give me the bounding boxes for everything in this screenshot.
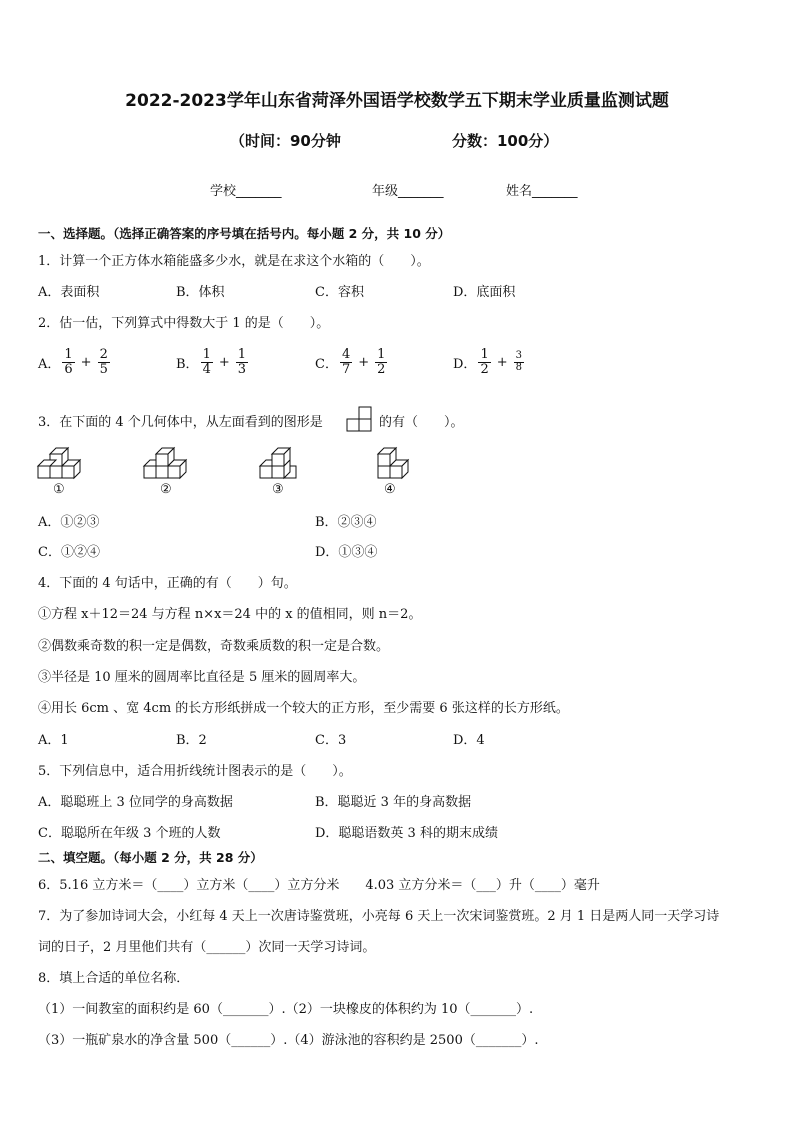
fraction xyxy=(236,348,248,376)
denominator: 8 xyxy=(515,361,522,373)
denominator: 2 xyxy=(377,361,386,377)
solid-figure-4-icon xyxy=(372,444,428,480)
denominator: 2 xyxy=(480,361,489,377)
q4-option-a: A．1 xyxy=(38,733,69,748)
denominator: 5 xyxy=(99,361,108,377)
numerator: 1 xyxy=(237,347,247,362)
q5-option-a: A．聪聪班上 3 位同学的身高数据 xyxy=(38,795,233,810)
fraction xyxy=(340,348,352,376)
q4-statement-2: ②偶数乘奇数的积一定是偶数，奇数乘质数的积一定是合数。 xyxy=(38,639,390,654)
name-field: 姓名_______ xyxy=(506,184,578,199)
plus-sign: + xyxy=(358,354,370,370)
plus-sign: + xyxy=(80,354,92,370)
q7-line-1: 7．为了参加诗词大会，小红每 4 天上一次唐诗鉴赏班，小亮每 6 天上一次宋词鉴赏班。2 月 1 日是两人同一天学习诗 xyxy=(38,909,720,924)
left-view-shape-icon xyxy=(345,406,373,432)
solid-figure-3-icon xyxy=(258,444,314,480)
denominator: 3 xyxy=(237,361,247,377)
q4-option-d: D．4 xyxy=(453,733,485,748)
q5-stem: 5．下列信息中，适合用折线统计图表示的是（ ）。 xyxy=(38,764,352,779)
exam-score: 分数：100分） xyxy=(452,132,559,150)
q4-stem: 4．下面的 4 句话中，正确的有（ ）句。 xyxy=(38,576,297,591)
numerator: 1 xyxy=(377,347,386,362)
q2-option-label: B． xyxy=(176,356,199,372)
q2-option-b xyxy=(176,348,250,376)
fraction xyxy=(62,348,74,376)
solid-figure-1-icon xyxy=(36,444,92,480)
q2-option-c xyxy=(315,348,389,376)
q8-line-2: （3）一瓶矿泉水的净含量 500（______）.（4）游泳池的容积约是 2500（_______）. xyxy=(38,1033,539,1048)
denominator: 7 xyxy=(341,361,351,377)
q4-statement-3: ③半径是 10 厘米的圆周率比直径是 5 厘米的圆周率大。 xyxy=(38,670,366,685)
plus-sign: + xyxy=(496,354,508,370)
numerator: 1 xyxy=(64,347,73,362)
fraction xyxy=(375,348,387,376)
q4-statement-4: ④用长 6cm 、宽 4cm 的长方形纸拼成一个较大的正方形，至少需要 6 张这样的长方形纸。 xyxy=(38,701,569,716)
numerator: 4 xyxy=(341,347,351,362)
q5-option-d: D．聪聪语数英 3 科的期末成绩 xyxy=(315,826,498,841)
figure-label-2: ② xyxy=(160,482,172,497)
fraction xyxy=(478,348,490,376)
section-choice-heading: 一、选择题。（选择正确答案的序号填在括号内。每小题 2 分，共 10 分） xyxy=(38,226,451,241)
q3-stem-before: 3．在下面的 4 个几何体中，从左面看到的图形是 xyxy=(38,415,323,430)
exam-title: 2022-2023学年山东省菏泽外国语学校数学五下期末学业质量监测试题 xyxy=(125,91,669,111)
q3-option-a: A．①②③ xyxy=(38,515,100,530)
q6-text: 6．5.16 立方米＝（____）立方米（____）立方分米 4.03 立方分米＝（___）升（____）毫升 xyxy=(38,878,600,893)
q4-option-b: B．2 xyxy=(176,733,207,748)
q3-option-b: B．②③④ xyxy=(315,515,377,530)
exam-time: （时间：90分钟 xyxy=(230,132,341,150)
q5-option-c: C．聪聪所在年级 3 个班的人数 xyxy=(38,826,221,841)
denominator: 6 xyxy=(64,361,73,377)
numerator: 1 xyxy=(480,347,489,362)
numerator: 1 xyxy=(202,347,211,362)
numerator: 3 xyxy=(515,350,522,362)
figure-label-4: ④ xyxy=(384,482,396,497)
q1-option-c: C．容积 xyxy=(315,285,364,300)
q1-option-d: D．底面积 xyxy=(453,285,516,300)
denominator: 4 xyxy=(202,361,211,377)
grade-field: 年级_______ xyxy=(372,184,444,199)
q8-stem: 8．填上合适的单位名称． xyxy=(38,971,190,986)
q2-option-label: C． xyxy=(315,356,338,372)
figure-label-1: ① xyxy=(53,482,65,497)
plus-sign: + xyxy=(218,354,230,370)
q8-line-1: （1）一间教室的面积约是 60（_______）.（2）一块橡皮的体积约为 10（_______）. xyxy=(38,1002,534,1017)
school-field: 学校_______ xyxy=(210,184,282,199)
q7-line-2: 词的日子，2 月里他们共有（______）次同一天学习诗词。 xyxy=(38,940,376,955)
fraction xyxy=(514,351,524,373)
figure-label-3: ③ xyxy=(272,482,284,497)
q2-stem: 2．估一估，下列算式中得数大于 1 的是（ ）。 xyxy=(38,316,330,331)
section-fill-heading: 二、填空题。（每小题 2 分，共 28 分） xyxy=(38,850,263,865)
q4-option-c: C．3 xyxy=(315,733,347,748)
q2-option-d xyxy=(453,348,526,376)
q5-option-b: B．聪聪近 3 年的身高数据 xyxy=(315,795,472,810)
q1-option-b: B．体积 xyxy=(176,285,225,300)
q1-stem: 1．计算一个正方体水箱能盛多少水，就是在求这个水箱的（ ）。 xyxy=(38,254,430,269)
q4-statement-1: ①方程 x＋12＝24 与方程 n×x＝24 中的 x 的值相同，则 n＝2。 xyxy=(38,607,422,622)
fraction xyxy=(201,348,213,376)
solid-figure-2-icon xyxy=(142,444,198,480)
q3-option-d: D．①③④ xyxy=(315,545,378,560)
q3-option-c: C．①②④ xyxy=(38,545,100,560)
q2-option-label: A． xyxy=(38,356,61,372)
q2-option-a xyxy=(38,348,112,376)
fraction xyxy=(98,348,110,376)
q3-stem-after: 的有（ ）。 xyxy=(379,415,464,430)
q2-option-label: D． xyxy=(453,356,477,372)
numerator: 2 xyxy=(99,347,108,362)
q1-option-a: A．表面积 xyxy=(38,285,100,300)
